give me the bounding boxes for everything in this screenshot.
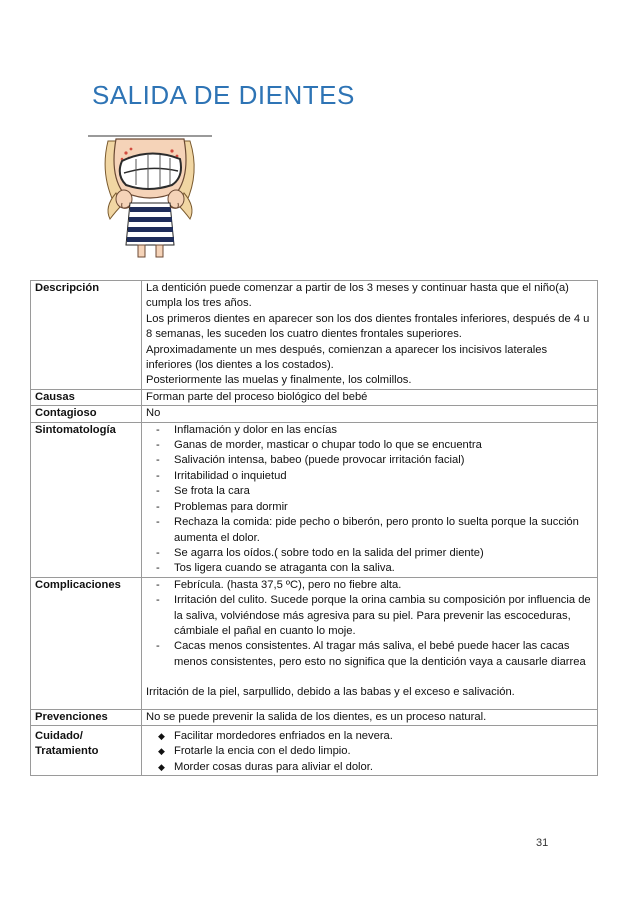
table-row-prevenciones (31, 709, 598, 725)
table-row-contagioso (31, 406, 598, 422)
row-label-contagioso: Contagioso (31, 406, 142, 422)
care-list (146, 729, 593, 775)
list-item: - Inflamación y dolor en las encías (154, 423, 593, 438)
row-label-descripcion: Descripción (31, 281, 142, 390)
list-item: ◆ Facilitar mordedores enfriados en la nevera. (156, 729, 593, 744)
list-item: - Se agarra los oídos.( sobre todo en la salida del primer diente) (154, 546, 593, 561)
table-row-complicaciones (31, 577, 598, 709)
table-row-cuidado (31, 725, 598, 775)
description-paragraph: La dentición puede comenzar a partir de los 3 meses y continuar hasta que el niño(a) cumpla los tres años. (146, 282, 569, 310)
list-item: ◆ Morder cosas duras para aliviar el dolor. (156, 760, 593, 775)
row-content-sintomatologia (142, 422, 598, 577)
row-label-sintomatologia: Sintomatología (31, 422, 142, 577)
list-item: - Ganas de morder, masticar o chupar todo lo que se encuentra (154, 438, 593, 453)
list-item: - Se frota la cara (154, 484, 593, 499)
row-content-complicaciones (142, 577, 598, 709)
complication-list (146, 578, 593, 670)
list-item: - Irritación del culito. Sucede porque la orina cambia su composición por influencia de la saliva, volviéndose más agresiva para su piel. Para prevenir las escoceduras, cámbiale el pañal en cuanto lo moje. (154, 593, 593, 639)
complication-note: Irritación de la piel, sarpullido, debido a las babas y el exceso e salivación. (146, 686, 515, 699)
page-title: SALIDA DE DIENTES (92, 80, 355, 110)
list-item: ◆ Frotarle la encia con el dedo limpio. (156, 744, 593, 759)
row-content-causas: Forman parte del proceso biológico del bebé (142, 389, 598, 405)
description-paragraph: Aproximadamente un mes después, comienzan a aparecer los incisivos laterales inferiores (los dientes a los costados). (146, 343, 548, 372)
row-label-complicaciones: Complicaciones (31, 577, 142, 709)
description-paragraph: Posteriormente las muelas y finalmente, los colmillos. (146, 374, 412, 387)
list-item: - Cacas menos consistentes. Al tragar más saliva, el bebé puede hacer las cacas menos consistentes, pero esto no significa que la dentición vaya a causarle diarrea (154, 639, 593, 670)
info-table (30, 280, 598, 776)
child-teething-illustration (86, 133, 214, 261)
row-content-contagioso: No (142, 406, 598, 422)
row-content-cuidado (142, 725, 598, 775)
table-row-causas (31, 389, 598, 405)
list-item: - Febrícula. (hasta 37,5 ºC), pero no fiebre alta. (154, 578, 593, 593)
page-number: 31 (536, 837, 549, 849)
list-item: - Problemas para dormir (154, 500, 593, 515)
row-content-descripcion (142, 281, 598, 390)
list-item: - Salivación intensa, babeo (puede provocar irritación facial) (154, 453, 593, 468)
cuidado-label-line: Tratamiento (35, 745, 99, 758)
cuidado-label-line: Cuidado/ (35, 729, 83, 742)
row-label-cuidado (31, 725, 142, 775)
table-row-sintomatologia (31, 422, 598, 577)
symptom-list (146, 423, 593, 577)
description-paragraph: Los primeros dientes en aparecer son los dos dientes frontales inferiores, después de 4 u 8 semanas, les suceden los cuatro dientes frontales superiores. (146, 312, 590, 341)
list-item: - Rechaza la comida: pide pecho o biberón, pero pronto lo suelta porque la succión aumenta el dolor. (154, 515, 593, 546)
row-content-prevenciones: No se puede prevenir la salida de los dientes, es un proceso natural. (142, 709, 598, 725)
row-label-causas: Causas (31, 389, 142, 405)
row-label-prevenciones: Prevenciones (31, 709, 142, 725)
list-item: - Irritabilidad o inquietud (154, 469, 593, 484)
table-row-descripcion (31, 281, 598, 390)
list-item: - Tos ligera cuando se atraganta con la saliva. (154, 561, 593, 576)
